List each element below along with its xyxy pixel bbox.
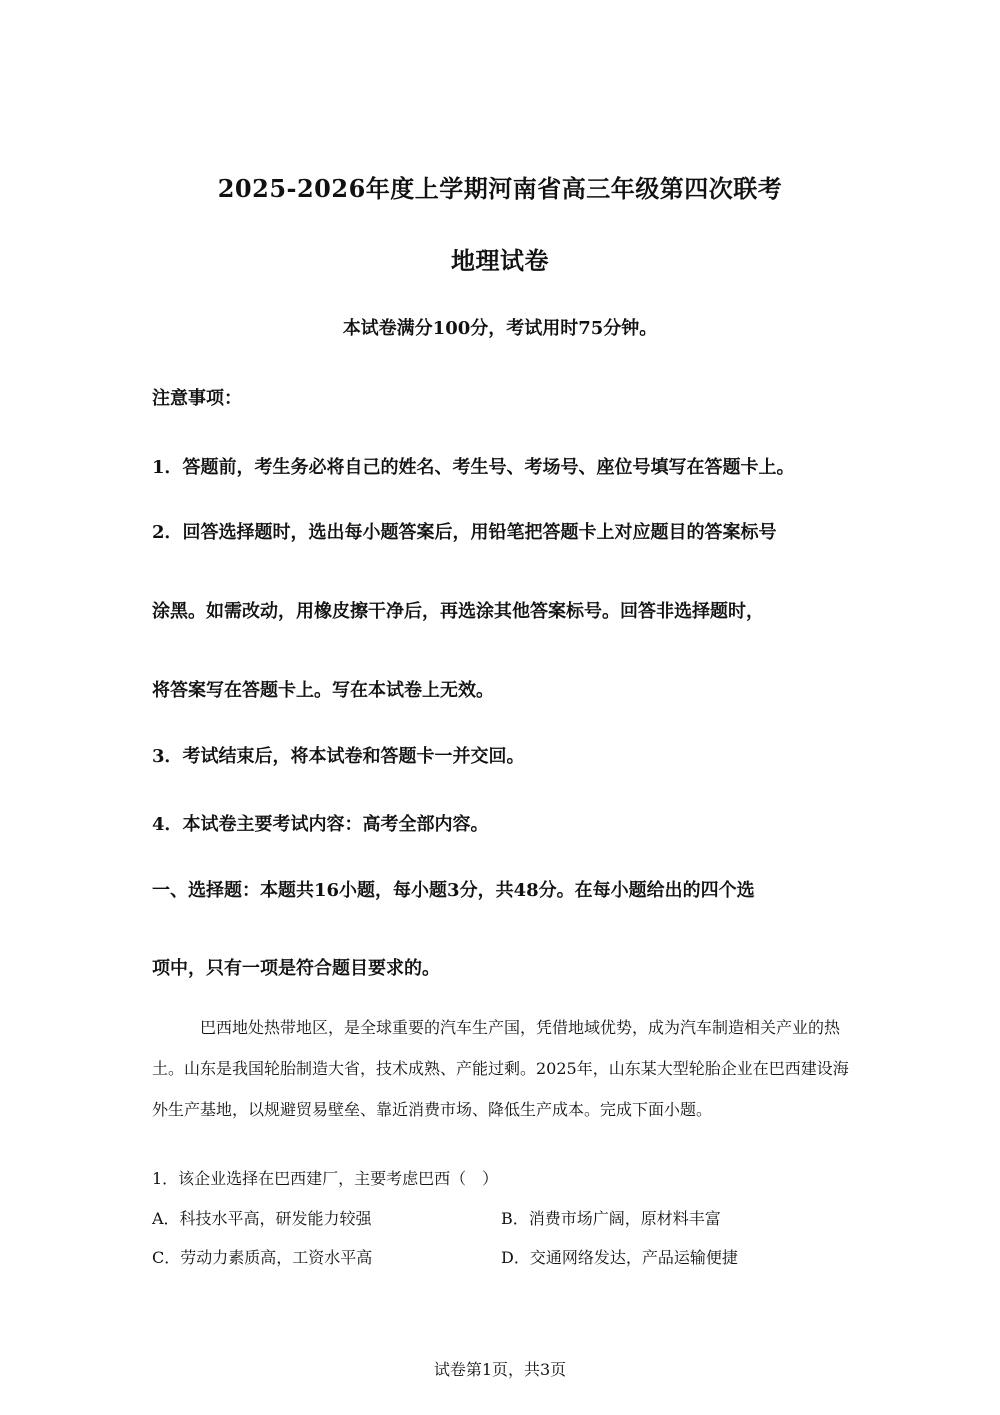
notes-heading: 注意事项：: [152, 388, 242, 409]
note-line-3: 涂黑。如需改动，用橡皮擦干净后，再选涂其他答案标号。回答非选择题时，: [152, 601, 764, 622]
note-line-5: 3．考试结束后，将本试卷和答题卡一并交回。: [152, 746, 525, 767]
section-heading-line-2: 项中，只有一项是符合题目要求的。: [152, 958, 440, 979]
subject-title: 地理试卷: [451, 246, 549, 275]
exam-info: 本试卷满分100分，考试用时75分钟。: [342, 318, 658, 339]
note-line-4: 将答案写在答题卡上。写在本试卷上无效。: [152, 680, 494, 701]
option-c: C．劳动力素质高，工资水平高: [152, 1248, 373, 1267]
question-stem: 1．该企业选择在巴西建厂，主要考虑巴西（ ）: [152, 1169, 499, 1188]
page-footer: 试卷第1页，共3页: [433, 1360, 567, 1379]
option-b: B．消费市场广阔，原材料丰富: [501, 1209, 721, 1228]
option-a: A．科技水平高，研发能力较强: [152, 1209, 372, 1228]
section-heading-line-1: 一、选择题：本题共16小题，每小题3分，共48分。在每小题给出的四个选: [152, 880, 755, 901]
note-line-1: 1．答题前，考生务必将自己的姓名、考生号、考场号、座位号填写在答题卡上。: [152, 457, 795, 478]
note-line-2: 2．回答选择题时，选出每小题答案后，用铅笔把答题卡上对应题目的答案标号: [152, 522, 777, 543]
note-line-6: 4．本试卷主要考试内容：高考全部内容。: [152, 814, 489, 835]
option-d: D．交通网络发达，产品运输便捷: [501, 1248, 738, 1267]
reading-passage: 巴西地处热带地区，是全球重要的汽车生产国，凭借地域优势，成为汽车制造相关产业的热土。山东是我国轮胎制造大省，技术成熟、产能过剩。2025年，山东某大型轮胎企业在巴西建设海外生产基地，以规避贸易壁垒、靠近消费市场、降低生产成本。完成下面小题。: [152, 1018, 849, 1119]
exam-title: 2025-2026年度上学期河南省高三年级第四次联考: [217, 174, 783, 203]
